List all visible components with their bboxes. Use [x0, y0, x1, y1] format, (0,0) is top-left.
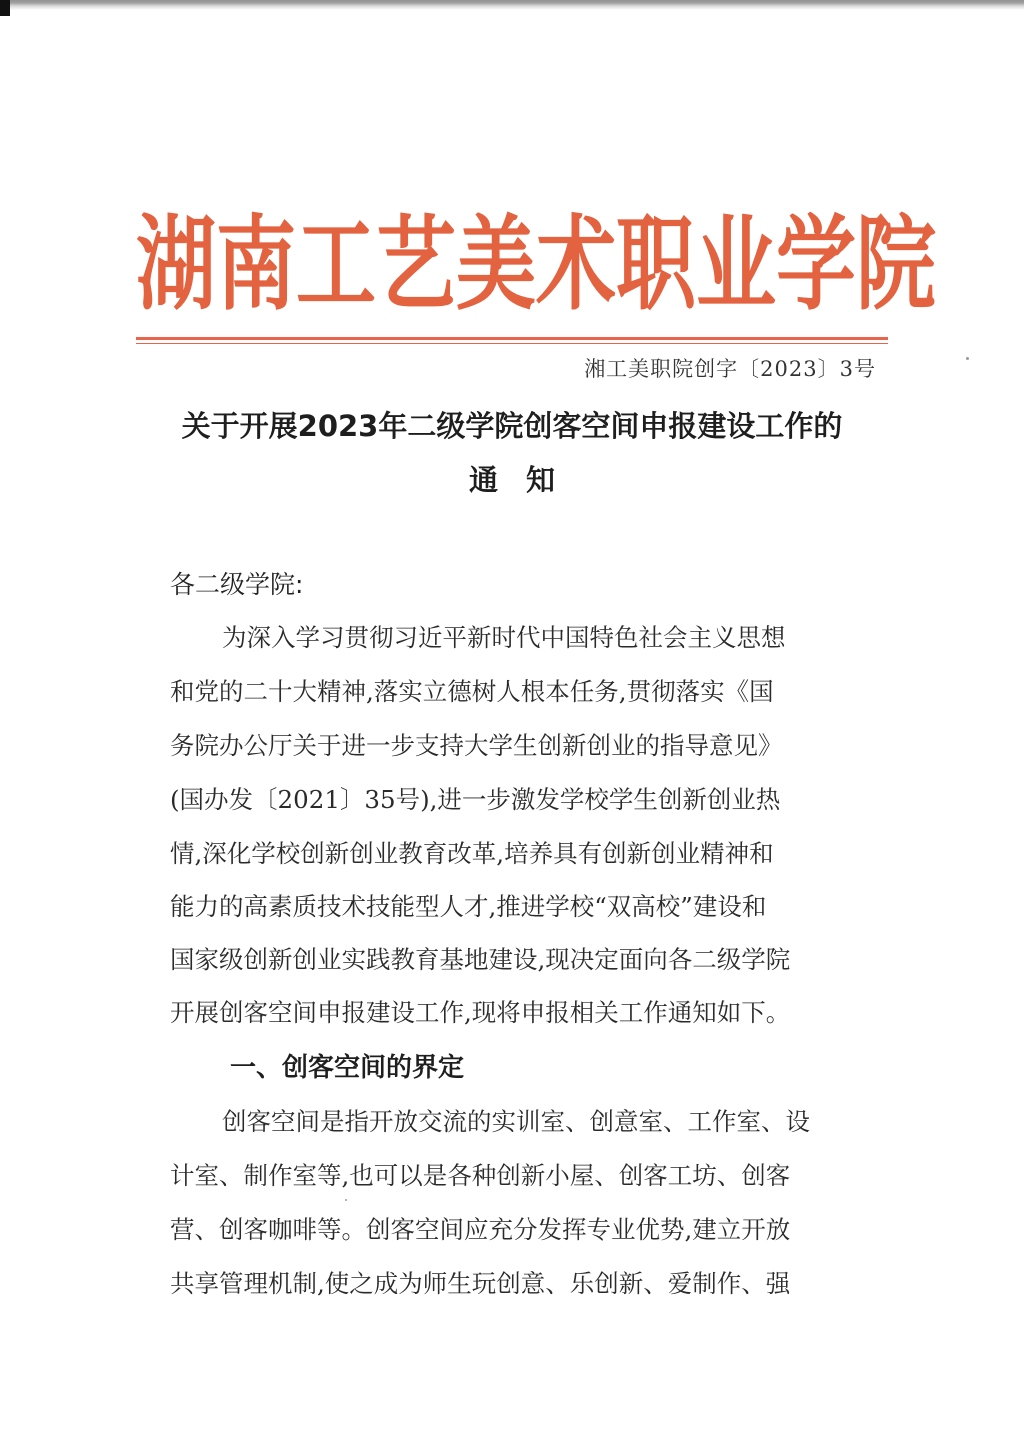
- intro-paragraph-line: 情,深化学校创新创业教育改革,培养具有创新创业精神和: [170, 839, 774, 868]
- intro-paragraph-line: (国办发〔2021〕35号),进一步激发学校学生创新创业热: [170, 785, 781, 814]
- scan-speck: [345, 1199, 347, 1201]
- salutation: 各二级学院:: [170, 570, 304, 599]
- masthead-char: 艺: [376, 204, 456, 324]
- masthead-char: 美: [456, 204, 536, 324]
- document-title-line-2: 通知: [468, 463, 583, 497]
- section-paragraph-line: 创客空间是指开放交流的实训室、创意室、工作室、设: [222, 1107, 810, 1136]
- section-paragraph-line: 计室、制作室等,也可以是各种创新小屋、创客工坊、创客: [170, 1161, 791, 1190]
- section-paragraph-line: 营、创客咖啡等。创客空间应充分发挥专业优势,建立开放: [170, 1215, 791, 1244]
- masthead-char: 南: [216, 204, 296, 324]
- intro-paragraph-line: 和党的二十大精神,落实立德树人根本任务,贯彻落实《国: [170, 677, 774, 706]
- masthead-red-rule: [136, 337, 888, 344]
- document-title-line-1: 关于开展2023年二级学院创客空间申报建设工作的: [181, 409, 843, 443]
- intro-paragraph-line: 务院办公厅关于进一步支持大学生创新创业的指导意见》: [170, 731, 783, 760]
- masthead-char: 术: [536, 204, 616, 324]
- scan-edge-shadow: [0, 0, 1024, 10]
- masthead-char: 院: [856, 204, 936, 324]
- intro-paragraph-line: 开展创客空间申报建设工作,现将申报相关工作通知如下。: [170, 998, 791, 1027]
- section-paragraph-line: 共享管理机制,使之成为师生玩创意、乐创新、爱制作、强: [170, 1269, 791, 1298]
- document-number: 湘工美职院创字〔2023〕3号: [584, 357, 876, 381]
- masthead: [136, 204, 936, 325]
- masthead-char: 职: [616, 204, 696, 324]
- section-heading: 一、创客空间的界定: [230, 1053, 465, 1083]
- intro-paragraph-line: 为深入学习贯彻习近平新时代中国特色社会主义思想: [222, 623, 786, 652]
- masthead-char: 湖: [136, 204, 216, 324]
- scan-corner-mark: [0, 0, 10, 16]
- masthead-char: 业: [696, 204, 776, 324]
- scan-speck: [966, 357, 969, 360]
- masthead-char: 工: [296, 204, 376, 324]
- intro-paragraph-line: 能力的高素质技术技能型人才,推进学校“双高校”建设和: [170, 892, 767, 921]
- intro-paragraph-line: 国家级创新创业实践教育基地建设,现决定面向各二级学院: [170, 945, 791, 974]
- masthead-char: 学: [776, 204, 856, 324]
